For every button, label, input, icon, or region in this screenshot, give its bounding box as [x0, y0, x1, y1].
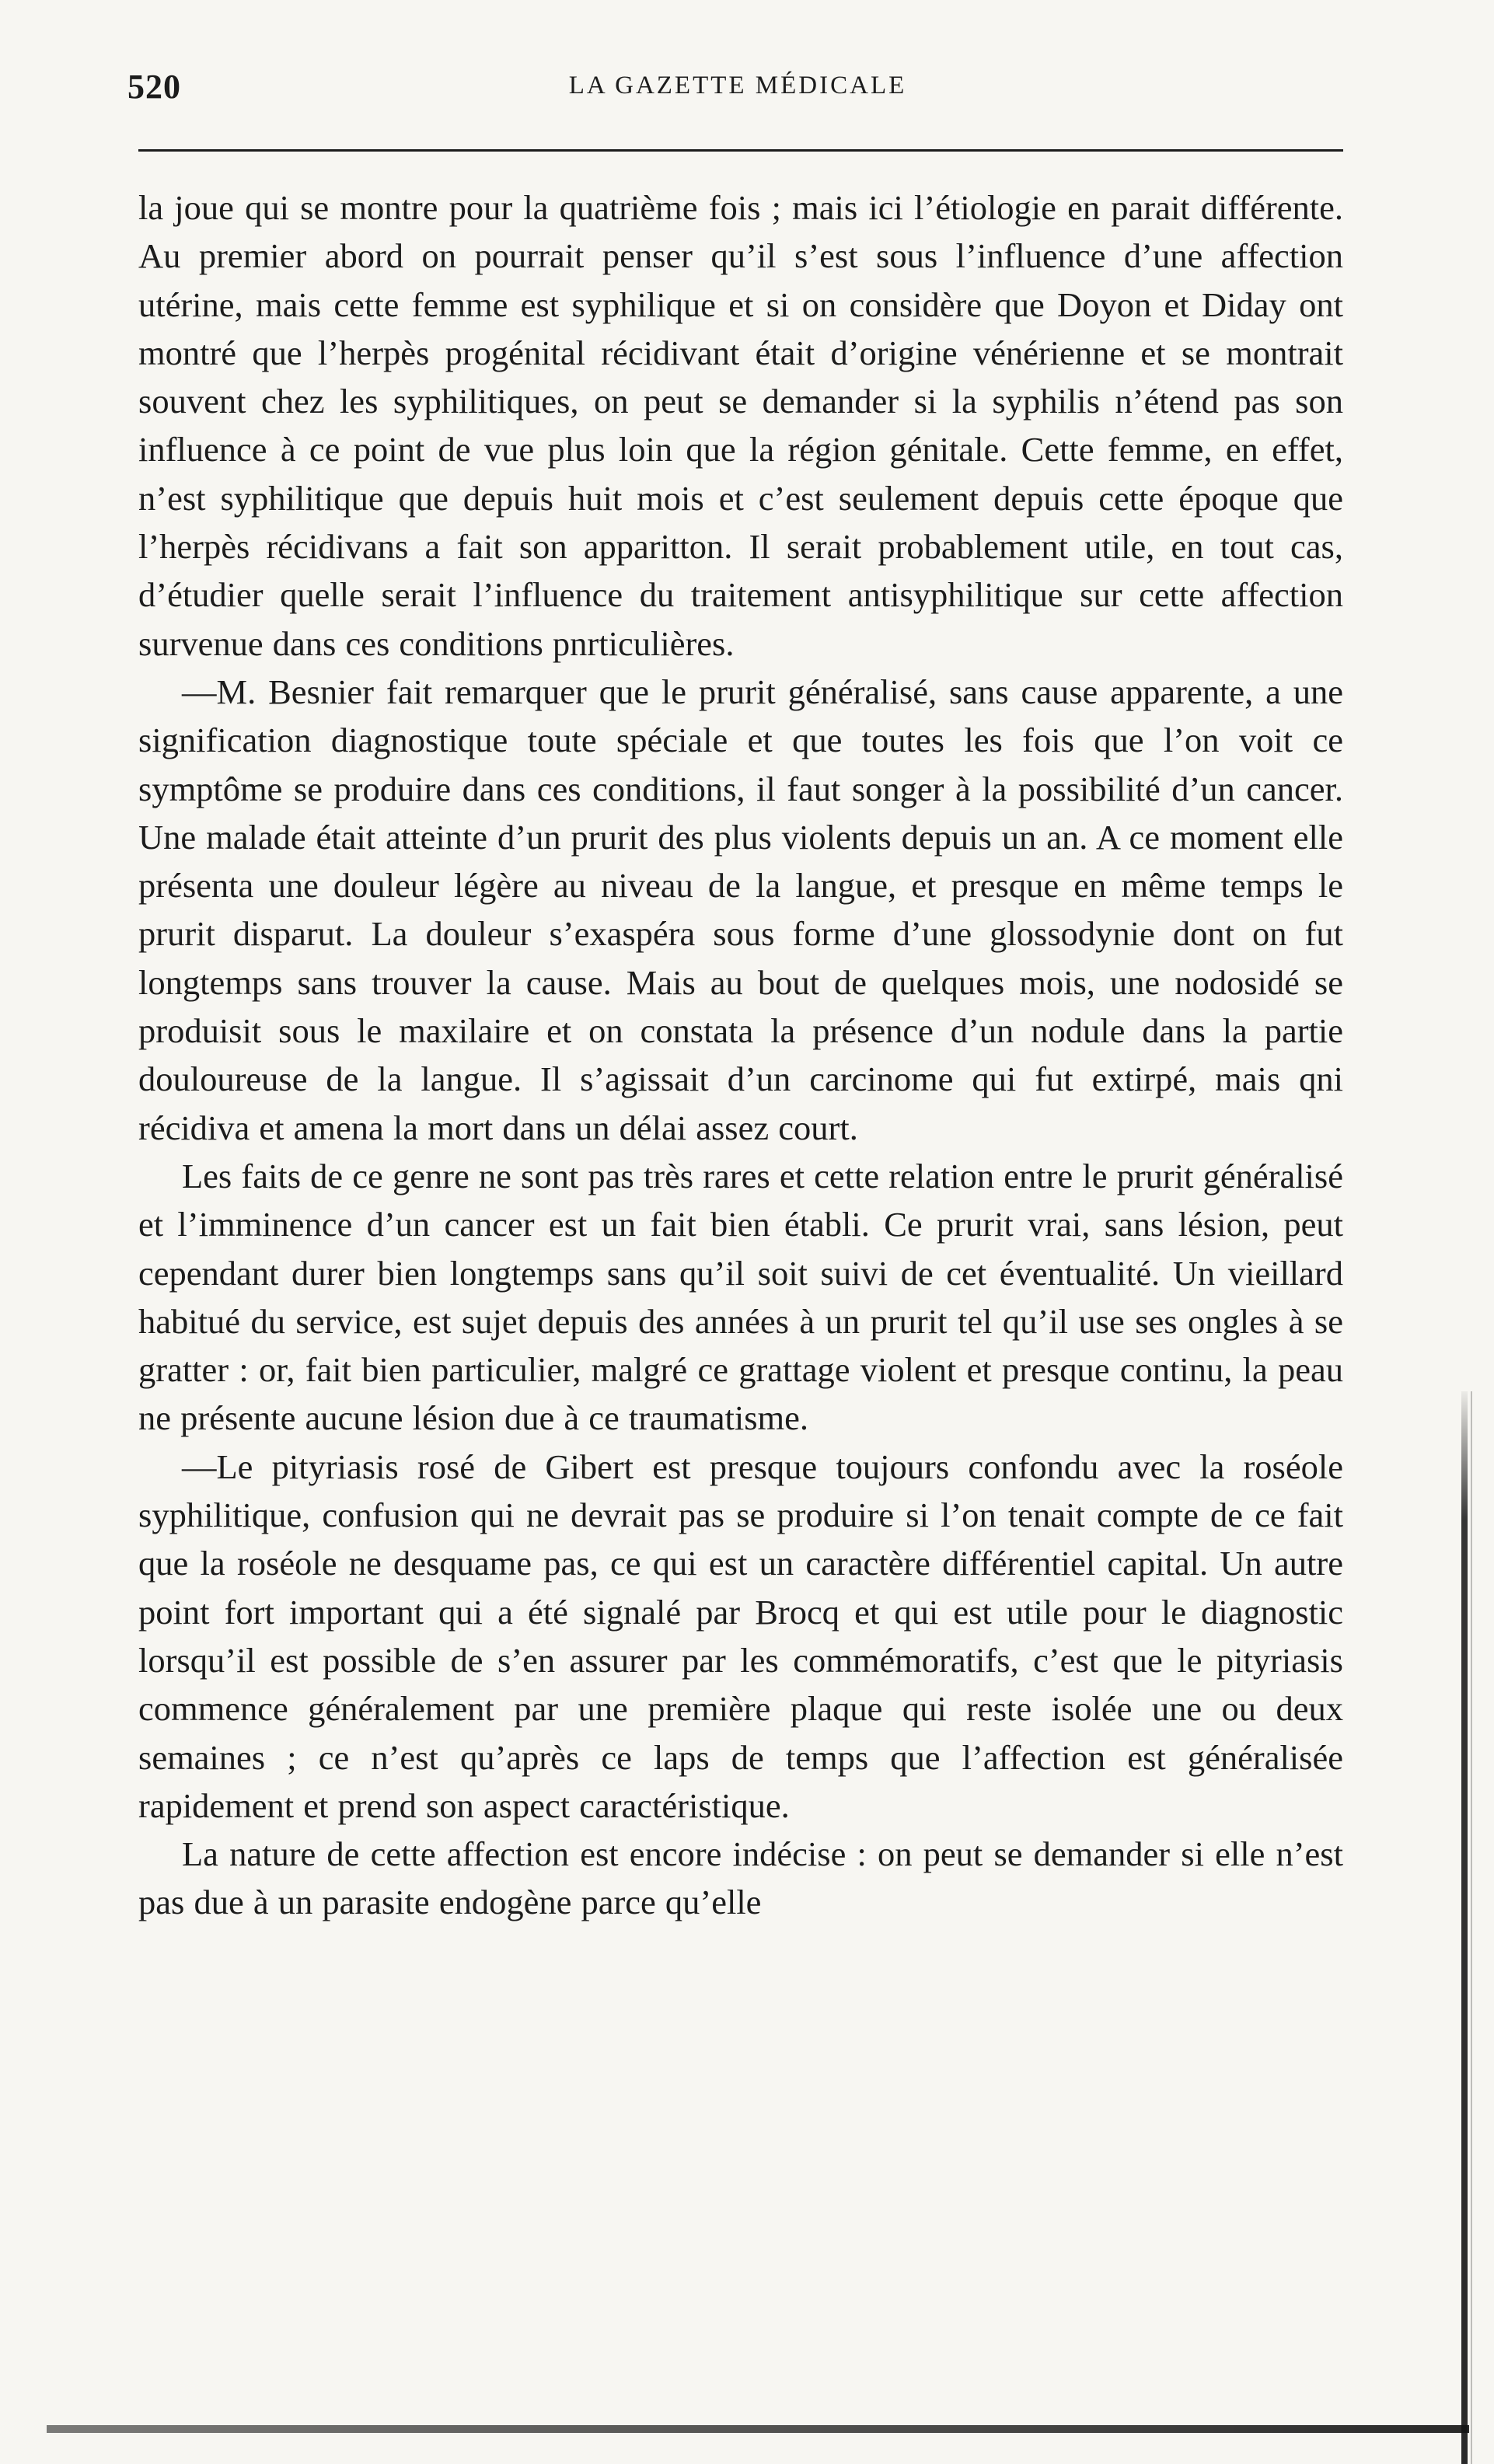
page-header	[127, 67, 1348, 113]
article-body	[138, 183, 1343, 1927]
paragraph-besnier-prurit: —M. Besnier fait remarquer que le prurit généralisé, sans cause apparente, a une signification diagnostique toute spéciale et que toutes les fois que l’on voit ce symptôme se produire dans ces conditions, il faut songer à la possibilité d’un cancer. Une malade était atteinte d’un prurit des plus violents depuis un an. A ce moment elle présenta une douleur légère au niveau de la langue, et presque en même temps le prurit disparut. La douleur s’exaspéra sous forme d’une glossodynie dont on fut longtemps sans trouver la cause. Mais au bout de quelques mois, une nodosidé se produisit sous le maxilaire et on constata la présence d’un nodule dans la partie douloureuse de la langue. Il s’agissait d’un carcinome qui fut extirpé, mais qni récidiva et amena la mort dans un délai assez court.	[138, 672, 1343, 1147]
page-number: 520	[127, 68, 181, 106]
paragraph-etiology: la joue qui se montre pour la quatrième fois ; mais ici l’étiologie en parait différente. Au premier abord on pourrait penser qu’il s’est sous l’influence d’une affection utérine, mais cette femme est syphilique et si on considère que Doyon et Diday ont montré que l’herpès progénital récidivant était d’origine vénérienne et se montrait souvent chez les syphilitiques, on peut se demander si la syphilis n’étend pas son influence à ce point de vue plus loin que la région génitale. Cette femme, en effet, n’est syphilitique que depuis huit mois et c’est seulement depuis cette époque que l’herpès récidivans a fait son apparitton. Il serait probablement utile, en tout cas, d’étudier quelle serait l’influence du traitement antisyphilitique sur cette affection survenue dans ces conditions pnrticulières.	[138, 188, 1343, 663]
paragraph-prurit-cancer: Les faits de ce genre ne sont pas très rares et cette relation entre le prurit généralisé et l’imminence d’un cancer est un fait bien établi. Ce prurit vrai, sans lésion, peut cependant durer bien longtemps sans qu’il soit suivi de cet éventualité. Un vieillard habitué du service, est sujet depuis des années à un prurit tel qu’il use ses ongles à se gratter : or, fait bien particulier, malgré ce grattage violent et presque continu, la peau ne présente aucune lésion due à ce traumatisme.	[138, 1156, 1343, 1438]
header-rule	[138, 149, 1343, 152]
page-edge-line-right	[1471, 1391, 1472, 2464]
paragraph-pityriasis: —Le pityriasis rosé de Gibert est presque toujours confondu avec la roséole syphilitique, confusion qui ne devrait pas se produire si l’on tenait compte de ce fait que la roséole ne desquame pas, ce qui est un caractère différentiel capital. Un autre point fort important qui a été signalé par Brocq et qui est utile pour le diagnostic lorsqu’il est possible de s’en assurer par les commémoratifs, c’est que le pityriasis commence généralement par une première plaque qui reste isolée une ou deux semaines ; ce n’est qu’après ce laps de temps que l’affection est généralisée rapidement et prend son aspect caractéristique.	[138, 1447, 1343, 1825]
page-edge-shadow-right	[1461, 1391, 1468, 2464]
running-head: LA GAZETTE MÉDICALE	[568, 72, 907, 99]
page-edge-shadow-bottom	[47, 2425, 1469, 2433]
paragraph-nature: La nature de cette affection est encore indécise : on peut se demander si elle n’est pas due à un parasite endogène parce qu’elle	[138, 1834, 1343, 1922]
